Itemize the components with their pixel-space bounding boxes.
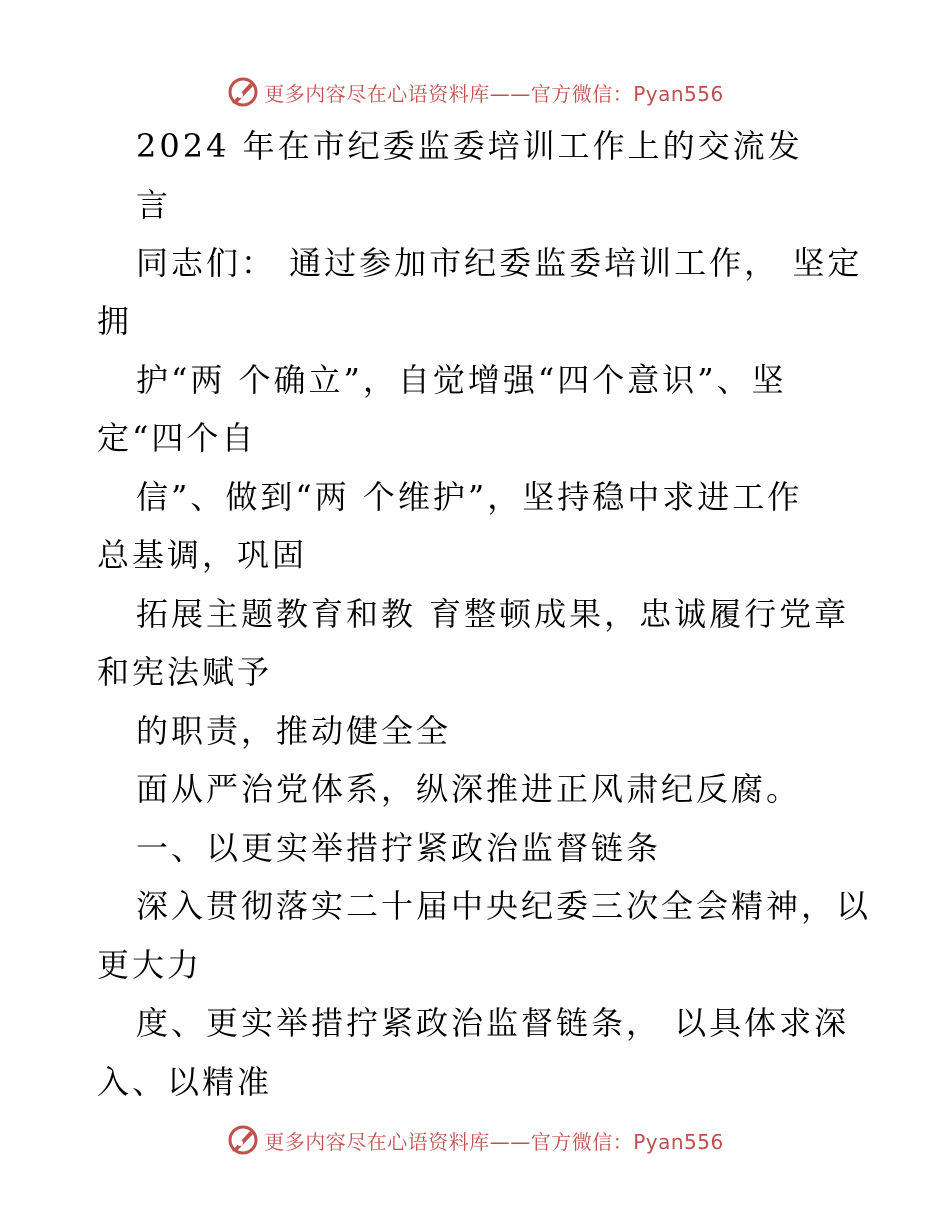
quill-logo-icon — [226, 1123, 260, 1157]
doc-line: 信”、做到“两 个维护”，坚持稳中求进工作 — [136, 478, 803, 516]
doc-line: 的职责，推动健全全 — [136, 712, 452, 750]
doc-line: 拥 — [97, 302, 133, 340]
watermark-text: 更多内容尽在心语资料库——官方微信：Pyan556 — [264, 81, 724, 106]
doc-line: 定“四个自 — [97, 419, 257, 457]
doc-line: 同志们： 通过参加市纪委监委培训工作， 坚定 — [136, 244, 863, 282]
quill-logo-icon — [226, 75, 260, 109]
doc-line: 面从严治党体系，纵深推进正风肃纪反腐。 — [136, 770, 802, 808]
footer-watermark — [0, 1120, 950, 1160]
doc-line: 和宪法赋予 — [97, 653, 273, 691]
watermark-text: 更多内容尽在心语资料库——官方微信：Pyan556 — [264, 1129, 724, 1154]
doc-title-line-2: 言 — [136, 186, 172, 224]
section-heading: 一、以更实举措拧紧政治监督链条 — [136, 829, 662, 867]
doc-line: 总基调，巩固 — [97, 536, 308, 574]
doc-line: 拓展主题教育和教 育整顿成果，忠诚履行党章 — [136, 595, 850, 633]
doc-line: 深入贯彻落实二十届中央纪委三次全会精神，以 — [136, 887, 872, 925]
doc-title-line-1: 2024 年在市纪委监委培训工作上的交流发 — [136, 127, 803, 165]
header-watermark — [0, 72, 950, 112]
doc-line: 更大力 — [97, 946, 203, 984]
doc-line: 护“两 个确立”，自觉增强“四个意识”、坚 — [136, 361, 787, 399]
doc-line: 入、以精准 — [97, 1063, 273, 1101]
doc-line: 度、更实举措拧紧政治监督链条， 以具体求深 — [136, 1004, 850, 1042]
